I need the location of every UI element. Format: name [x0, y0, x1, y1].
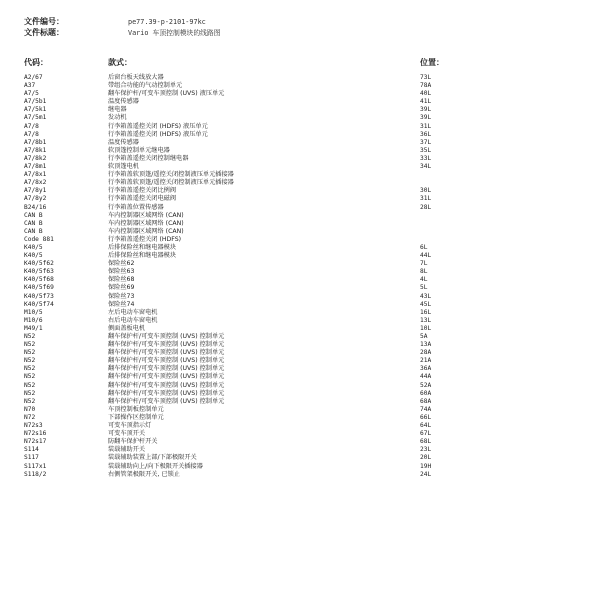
- row-position: 40L: [420, 90, 432, 98]
- row-code: N72s16: [24, 430, 47, 438]
- row-code: N52: [24, 333, 36, 340]
- row-description: 翻车保护杆/可变车顶控制 (UVS) 控制单元: [108, 381, 225, 389]
- row-code: N52: [24, 365, 36, 373]
- row-position: 73L: [420, 74, 432, 81]
- row-position: 60A: [420, 389, 432, 397]
- row-position: 13A: [420, 341, 432, 349]
- table-row: [0, 268, 600, 276]
- row-description: 行李箱盖遥控关闭电磁阀: [108, 195, 177, 203]
- row-code: A7/8x2: [24, 179, 47, 187]
- row-code: N72: [24, 413, 36, 421]
- table-row: [0, 406, 600, 414]
- row-code: A7/5m1: [24, 114, 47, 122]
- row-position: 68L: [420, 438, 432, 446]
- column-header-desc: 款式：: [108, 58, 132, 67]
- row-code: A2/67: [24, 74, 43, 81]
- row-description: 翻车保护杆/可变车顶控制 (UVS) 控制单元: [108, 349, 225, 357]
- row-description: 行李箱盖软顶篷/遥控关闭控制液压单元插接器: [108, 171, 234, 179]
- table-row: [0, 155, 600, 163]
- row-description: 翻车保护杆/可变车顶控制 (UVS) 控制单元: [108, 397, 225, 405]
- row-code: N52: [24, 381, 36, 389]
- row-description: 翻车保护杆/可变车顶控制 (UVS) 控制单元: [108, 357, 225, 365]
- table-row: [0, 212, 600, 220]
- table-row: [0, 317, 600, 325]
- row-description: 带组合功能的气动控制单元: [108, 82, 183, 90]
- row-description: 保险丝74: [108, 300, 135, 308]
- row-code: CAN B: [24, 211, 43, 219]
- row-code: M10/6: [24, 316, 43, 324]
- table-row: [0, 236, 600, 244]
- table-row: [0, 220, 600, 228]
- row-position: 31L: [420, 122, 432, 130]
- row-code: N52: [24, 349, 36, 357]
- row-position: 52A: [420, 381, 432, 389]
- row-description: 发动机: [108, 114, 127, 122]
- table-row: [0, 390, 600, 398]
- row-code: K40/5f68: [24, 276, 54, 284]
- row-position: 5L: [420, 284, 428, 292]
- table-row: [0, 171, 600, 179]
- row-description: 可变车顶开关: [108, 430, 146, 438]
- row-description: 温度传感器: [108, 98, 139, 106]
- row-code: N72s17: [24, 438, 47, 446]
- table-row: [0, 365, 600, 373]
- row-code: N72s3: [24, 422, 43, 430]
- row-position: 66L: [420, 413, 432, 421]
- doc-number-value: pe77.39-p-2101-97kc: [128, 18, 206, 26]
- row-position: 10L: [420, 324, 432, 332]
- row-code: A7/8k1: [24, 146, 47, 154]
- table-row: [0, 98, 600, 106]
- row-position: 35L: [420, 146, 432, 154]
- row-description: 行李箱盖遥控关闭 (HDFS) 液压单元: [108, 130, 208, 138]
- row-code: M10/5: [24, 308, 43, 316]
- table-row: [0, 382, 600, 390]
- row-description: 后排保险丝和继电器模块: [108, 243, 177, 251]
- row-code: K40/5f62: [24, 260, 54, 268]
- row-position: 33L: [420, 154, 432, 162]
- row-description: 下部操作区控制单元: [108, 413, 164, 421]
- row-position: 68A: [420, 397, 432, 405]
- table-row: [0, 139, 600, 147]
- row-description: 翻车保护杆/可变车顶控制 (UVS) 控制单元: [108, 389, 225, 397]
- table-row: [0, 228, 600, 236]
- table-row: [0, 187, 600, 195]
- row-code: Code 881: [24, 235, 54, 243]
- table-row: [0, 373, 600, 381]
- row-code: N52: [24, 397, 36, 405]
- row-description: 保险丝68: [108, 276, 135, 284]
- table-row: [0, 74, 600, 82]
- row-code: A7/5: [24, 90, 39, 98]
- row-description: 车内控制器区域网络 (CAN): [108, 227, 184, 235]
- table-row: [0, 123, 600, 131]
- table-row: [0, 471, 600, 479]
- row-code: A37: [24, 82, 36, 90]
- row-position: 8L: [420, 268, 428, 276]
- row-position: 37L: [420, 138, 432, 146]
- row-description: 翻车保护杆/可变车顶控制 (UVS) 控制单元: [108, 341, 225, 349]
- row-description: 翻车保护杆/可变车顶控制 (UVS) 控制单元: [108, 373, 225, 381]
- row-description: 装载辅助装置上部/下部极限开关: [108, 454, 197, 462]
- row-description: 行李箱盖软顶篷/遥控关闭控制液压单元插接器: [108, 179, 234, 187]
- row-code: CAN B: [24, 219, 43, 227]
- table-row: [0, 454, 600, 462]
- row-position: 7L: [420, 260, 428, 268]
- row-description: 行李箱盖遥控关闭 (HDFS): [108, 235, 182, 243]
- row-code: A7/5k1: [24, 106, 47, 114]
- table-row: [0, 301, 600, 309]
- row-position: 64L: [420, 422, 432, 430]
- row-code: A7/8m1: [24, 163, 47, 171]
- row-code: M49/1: [24, 324, 43, 332]
- component-table: [0, 74, 600, 479]
- column-header-code: 代码：: [24, 58, 48, 67]
- row-position: 36L: [420, 130, 432, 138]
- row-position: 78A: [420, 82, 432, 90]
- row-code: K40/5f63: [24, 268, 54, 276]
- row-code: K40/5: [24, 252, 43, 260]
- row-position: 20L: [420, 454, 432, 462]
- row-position: 43L: [420, 292, 432, 300]
- table-row: [0, 147, 600, 155]
- row-code: S114: [24, 446, 39, 454]
- row-code: A7/5b1: [24, 98, 47, 106]
- doc-title-value: Vario 车顶控制模块的线路图: [128, 29, 221, 37]
- row-code: N52: [24, 357, 36, 365]
- row-position: 28L: [420, 203, 432, 211]
- row-description: 保险丝69: [108, 284, 135, 292]
- table-row: [0, 414, 600, 422]
- row-position: 44L: [420, 252, 432, 260]
- row-description: 翻车保护杆/可变车顶控制 (UVS) 控制单元: [108, 333, 225, 340]
- row-position: 24L: [420, 470, 432, 478]
- table-row: [0, 244, 600, 252]
- row-description: 车顶控制板控制单元: [108, 405, 164, 413]
- row-description: 防翻车保护杆开关: [108, 438, 158, 446]
- row-position: 19H: [420, 462, 432, 470]
- row-position: 41L: [420, 98, 432, 106]
- table-row: [0, 260, 600, 268]
- table-row: [0, 309, 600, 317]
- row-position: 21A: [420, 357, 432, 365]
- row-position: 45L: [420, 300, 432, 308]
- row-description: 保险丝63: [108, 268, 135, 276]
- table-row: [0, 252, 600, 260]
- table-row: [0, 82, 600, 90]
- row-description: 后窗台板天线放大器: [108, 74, 164, 81]
- row-description: 软顶篷电机: [108, 163, 139, 171]
- row-code: A7/8y1: [24, 187, 47, 195]
- row-code: CAN B: [24, 227, 43, 235]
- row-position: 31L: [420, 195, 432, 203]
- row-position: 16L: [420, 308, 432, 316]
- row-code: N70: [24, 405, 36, 413]
- row-code: N52: [24, 341, 36, 349]
- row-description: 车内控制器区域网络 (CAN): [108, 219, 184, 227]
- row-position: 6L: [420, 243, 428, 251]
- table-row: [0, 284, 600, 292]
- row-description: 可变车顶指示灯: [108, 422, 152, 430]
- row-position: 67L: [420, 430, 432, 438]
- row-code: K40/5: [24, 243, 43, 251]
- row-description: 行李箱盖遥控关闭比例阀: [108, 187, 177, 195]
- table-row: [0, 131, 600, 139]
- row-position: 23L: [420, 446, 432, 454]
- row-code: N52: [24, 373, 36, 381]
- table-row: [0, 195, 600, 203]
- table-row: [0, 106, 600, 114]
- row-description: 翻车保护杆/可变车顶控制 (UVS) 液压单元: [108, 90, 225, 98]
- row-description: 保险丝73: [108, 292, 135, 300]
- table-row: [0, 293, 600, 301]
- row-code: A7/8: [24, 122, 39, 130]
- row-description: 行李箱盖遥控关闭 (HDFS) 液压单元: [108, 122, 208, 130]
- table-row: [0, 398, 600, 406]
- doc-number-label: 文件编号：: [24, 17, 64, 26]
- row-description: 温度传感器: [108, 138, 139, 146]
- row-code: S117: [24, 454, 39, 462]
- table-row: [0, 349, 600, 357]
- table-row: [0, 204, 600, 212]
- table-row: [0, 179, 600, 187]
- row-code: A7/8: [24, 130, 39, 138]
- row-description: 左后电动车窗电机: [108, 308, 158, 316]
- table-row: [0, 114, 600, 122]
- table-row: [0, 357, 600, 365]
- doc-title-label: 文件标题：: [24, 28, 64, 37]
- table-row: [0, 463, 600, 471]
- table-row: [0, 341, 600, 349]
- row-description: 车内控制器区域网络 (CAN): [108, 211, 184, 219]
- row-code: S117x1: [24, 462, 47, 470]
- row-description: 装载辅助向上/向下极限开关插接器: [108, 462, 203, 470]
- table-row: [0, 333, 600, 341]
- row-position: 28A: [420, 349, 432, 357]
- row-description: 行李箱盖位置传感器: [108, 203, 164, 211]
- row-code: N52: [24, 389, 36, 397]
- row-position: 13L: [420, 316, 432, 324]
- row-position: 36A: [420, 365, 432, 373]
- row-description: 保险丝62: [108, 260, 135, 268]
- table-row: [0, 438, 600, 446]
- row-code: A7/8y2: [24, 195, 47, 203]
- row-code: A7/8k2: [24, 154, 47, 162]
- table-row: [0, 325, 600, 333]
- row-description: 行李箱盖遥控关闭控制继电器: [108, 154, 189, 162]
- table-row: [0, 430, 600, 438]
- column-header-pos: 位置：: [420, 58, 444, 67]
- row-position: 39L: [420, 114, 432, 122]
- table-row: [0, 163, 600, 171]
- row-description: 软顶篷控制单元继电器: [108, 146, 170, 154]
- row-code: S118/2: [24, 470, 47, 478]
- row-position: 39L: [420, 106, 432, 114]
- table-row: [0, 276, 600, 284]
- table-row: [0, 446, 600, 454]
- row-position: 44A: [420, 373, 432, 381]
- row-description: 右后电动车窗电机: [108, 316, 158, 324]
- row-code: K40/5f73: [24, 292, 54, 300]
- row-description: 右侧管架极限开关, 已锁止: [108, 470, 180, 478]
- row-code: B24/16: [24, 203, 47, 211]
- row-position: 5A: [420, 333, 428, 340]
- doc-title-line: [24, 27, 221, 39]
- row-description: 装载辅助开关: [108, 446, 146, 454]
- table-row: [0, 90, 600, 98]
- row-description: 继电器: [108, 106, 127, 114]
- row-code: A7/8x1: [24, 171, 47, 179]
- table-row: [0, 422, 600, 430]
- row-description: 后排保险丝和继电器模块: [108, 252, 177, 260]
- row-code: K40/5f74: [24, 300, 54, 308]
- row-code: A7/8b1: [24, 138, 47, 146]
- row-position: 74A: [420, 405, 432, 413]
- row-position: 4L: [420, 276, 428, 284]
- row-position: 34L: [420, 163, 432, 171]
- row-description: 翻车保护杆/可变车顶控制 (UVS) 控制单元: [108, 365, 225, 373]
- row-position: 30L: [420, 187, 432, 195]
- row-code: K40/5f69: [24, 284, 54, 292]
- row-description: 侧面盖板电机: [108, 324, 146, 332]
